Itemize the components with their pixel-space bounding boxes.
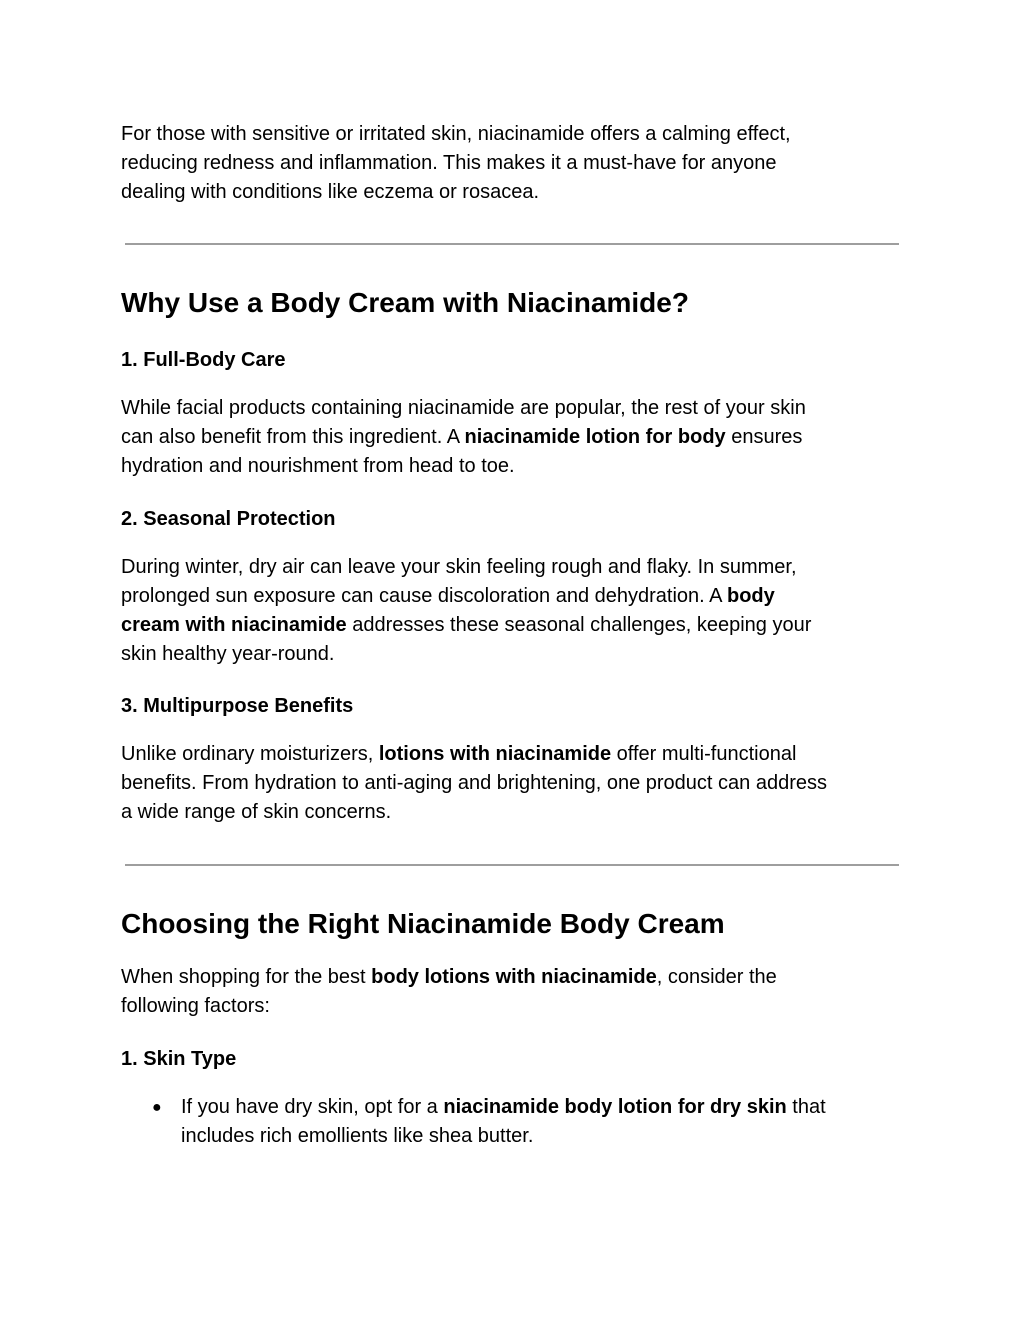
paragraph-line: While facial products containing niacinamide are popular, the rest of your skin (121, 397, 806, 419)
intro-paragraph (121, 120, 791, 207)
bullet-icon: ● (152, 1099, 162, 1116)
text-run: ensures (725, 426, 803, 448)
horizontal-rule-1 (125, 243, 899, 245)
paragraph-line (121, 423, 806, 452)
paragraph-line (121, 582, 811, 611)
skin-type-bullet-item (181, 1093, 826, 1151)
text-run: When shopping for the best (121, 966, 372, 988)
bold-keyword: cream with niacinamide (121, 614, 347, 636)
paragraph-line: hydration and nourishment from head to toe. (121, 455, 515, 477)
paragraph-line (121, 740, 827, 769)
full-body-care-heading: 1. Full-Body Care (121, 349, 286, 371)
full-body-care-paragraph (121, 394, 806, 481)
paragraph-line: includes rich emollients like shea butter. (181, 1125, 534, 1147)
why-heading: Why Use a Body Cream with Niacinamide? (121, 287, 689, 318)
seasonal-protection-paragraph (121, 553, 811, 669)
paragraph-line: benefits. From hydration to anti-aging and brightening, one product can address (121, 772, 827, 794)
bold-keyword: lotions with niacinamide (378, 743, 612, 765)
bold-keyword: niacinamide body lotion for dry skin (443, 1096, 787, 1118)
text-run: offer multi-functional (611, 743, 797, 765)
intro-line-1: For those with sensitive or irritated skin, niacinamide offers a calming effect, (121, 123, 791, 145)
text-run: can also benefit from this ingredient. A (121, 426, 465, 448)
paragraph-line (181, 1093, 826, 1122)
horizontal-rule-2 (125, 864, 899, 866)
multipurpose-benefits-paragraph (121, 740, 827, 827)
text-run: addresses these seasonal challenges, keeping your (346, 614, 812, 636)
text-run: that (786, 1096, 826, 1118)
text-run: , consider the (656, 966, 777, 988)
paragraph-line (121, 963, 777, 992)
text-run: If you have dry skin, opt for a (181, 1096, 444, 1118)
paragraph-line: a wide range of skin concerns. (121, 801, 392, 823)
paragraph-line: skin healthy year-round. (121, 643, 335, 665)
bold-keyword: body lotions with niacinamide (371, 966, 657, 988)
bold-keyword: niacinamide lotion for body (464, 426, 726, 448)
seasonal-protection-heading: 2. Seasonal Protection (121, 508, 336, 530)
choosing-intro-paragraph (121, 963, 777, 1021)
text-run: Unlike ordinary moisturizers, (121, 743, 379, 765)
bold-keyword: body (726, 585, 775, 607)
intro-line-3: dealing with conditions like eczema or rosacea. (121, 181, 539, 203)
paragraph-line (121, 611, 811, 640)
text-run: prolonged sun exposure can cause discoloration and dehydration. A (121, 585, 727, 607)
paragraph-line: following factors: (121, 995, 270, 1017)
multipurpose-benefits-heading: 3. Multipurpose Benefits (121, 695, 354, 717)
intro-line-2: reducing redness and inflammation. This makes it a must-have for anyone (121, 152, 777, 174)
skin-type-heading: 1. Skin Type (121, 1048, 237, 1070)
choosing-heading: Choosing the Right Niacinamide Body Cream (121, 908, 725, 939)
paragraph-line: During winter, dry air can leave your skin feeling rough and flaky. In summer, (121, 556, 797, 578)
